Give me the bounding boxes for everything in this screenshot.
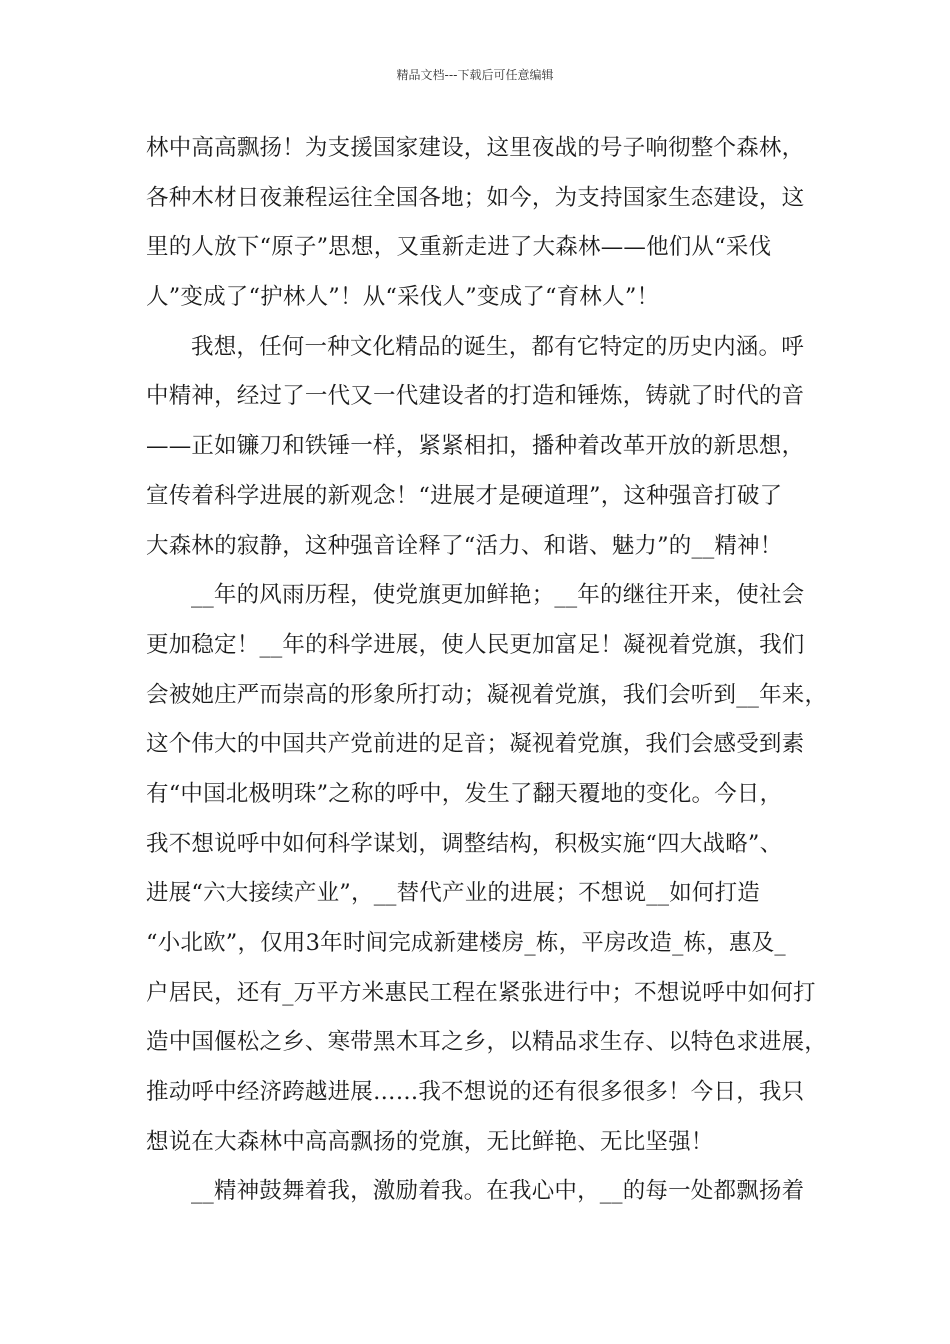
text-line: 里的人放下“原子”思想，又重新走进了大森林——他们从“采伐 — [146, 234, 772, 261]
text-line: 各种木材日夜兼程运往全国各地；如今，为支持国家生态建设，这 — [146, 184, 805, 211]
text-line: 造中国偃松之乡、寒带黑木耳之乡，以精品求生存、以特色求进展， — [146, 1029, 828, 1056]
text-line: 我想，任何一种文化精品的诞生，都有它特定的历史内涵。呼 — [191, 333, 804, 360]
text-line: 会被她庄严而崇高的形象所打动；凝视着党旗，我们会听到__年来， — [146, 681, 828, 708]
text-line: 人”变成了“护林人”！从“采伐人”变成了“育林人”！ — [146, 284, 660, 311]
text-line: 这个伟大的中国共产党前进的足音；凝视着党旗，我们会感受到素 — [146, 731, 805, 758]
text-line: “小北欧”，仅用3年时间完成新建楼房_栋，平房改造_栋，惠及_ — [146, 930, 786, 956]
body-text — [146, 124, 826, 1217]
text-line: 我不想说呼中如何科学谋划，调整结构，积极实施“四大战略”、 — [146, 830, 783, 857]
text-line: 中精神，经过了一代又一代建设者的打造和锤炼，铸就了时代的音 — [146, 383, 805, 410]
text-line: 想说在大森林中高高飘扬的党旗，无比鲜艳、无比坚强！ — [146, 1128, 714, 1155]
text-line: __年的风雨历程，使党旗更加鲜艳；__年的继往开来，使社会 — [191, 582, 805, 609]
text-line: 宣传着科学进展的新观念！“进展才是硬道理”，这种强音打破了 — [146, 482, 783, 509]
text-line: ——正如镰刀和铁锤一样，紧紧相扣，播种着改革开放的新思想， — [146, 433, 805, 460]
text-line: 推动呼中经济跨越进展……我不想说的还有很多很多！今日，我只 — [146, 1079, 805, 1106]
text-line: 进展“六大接续产业”，__替代产业的进展；不想说__如何打造 — [146, 880, 761, 907]
text-line: __精神鼓舞着我，激励着我。在我心中，__的每一处都飘扬着 — [191, 1178, 805, 1205]
text-line: 更加稳定！__年的科学进展，使人民更加富足！凝视着党旗，我们 — [146, 631, 805, 658]
page-header: 精品文档---下载后可任意编辑 — [396, 68, 554, 82]
text-line: 户居民，还有_万平方米惠民工程在紧张进行中；不想说呼中如何打 — [146, 979, 816, 1006]
text-line: 大森林的寂静，这种强音诠释了“活力、和谐、魅力”的__精神！ — [146, 532, 783, 559]
text-line: 林中高高飘扬！为支援国家建设，这里夜战的号子响彻整个森林， — [146, 135, 805, 161]
text-line: 有“中国北极明珠”之称的呼中，发生了翻天覆地的变化。今日， — [146, 780, 783, 807]
